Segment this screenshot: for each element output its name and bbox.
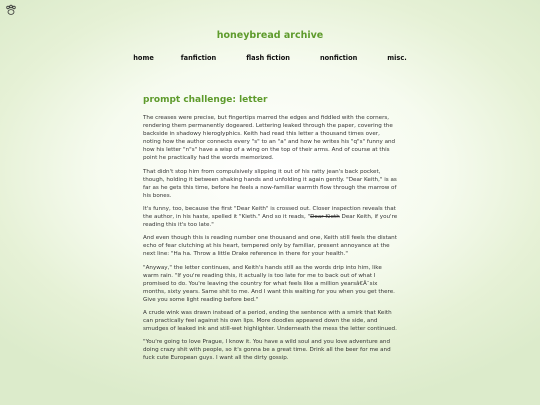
post-paragraph-4: And even though this is reading number one thousand and one, Keith still feels the distant echo of fear clutching at his heart, tempered only by familiar, present annoyance at the next line: "Ha ha. Throw a little Drake reference in there for your health." (143, 235, 397, 258)
post-paragraph-3-text-a: It's funny, too, because the first "Dear Keith" is crossed out. Closer inspection reveals that the author, in his haste, spelled it "Kieth." And so it reads, " (143, 205, 396, 221)
post-paragraph-5: "Anyway," the letter continues, and Keith's hands still as the words drip into him, like warm rain. "If you're reading this, it actually is too late for me to back out of what I promised to do. You're leaving the country for what feels like a million yearsâ€Â¯six months, sixty years. Same shit to me. And I want this waiting for you when you get there. Give you some light reading before bed." (143, 264, 395, 303)
post-title: prompt challenge: letter (143, 95, 268, 105)
nav-item-flash-fiction[interactable]: flash fiction (246, 54, 290, 62)
nav-item-home[interactable]: home (133, 54, 154, 62)
main-nav (0, 54, 540, 62)
post-content (143, 95, 399, 368)
paw-icon (5, 4, 17, 16)
post-paragraph-6: A crude wink was drawn instead of a period, ending the sentence with a smirk that Keith can practically feel against his own lips. More doodles appeared down the side, and smudges of leaked ink and still-wet highlighter. Underneath the mess the letter continued. (143, 309, 397, 333)
post-paragraph-2: That didn't stop him from compulsively slipping it out of his ratty jean's back pocket, though, holding it between shaking hands and unfolding it again gently. "Dear Keith," is as far as he gets this time, before he feels a now-familiar warmth flow through the marrow of his bones. (143, 168, 397, 199)
nav-item-misc[interactable]: misc. (387, 54, 407, 62)
post-paragraph-1: The creases were precise, but fingertips marred the edges and fiddled with the corners, rendering them permanently dogeared. Lettering leaked through the paper, covering the backside in shadowy hieroglyphics. Keith had read this letter a thousand times over, noting how the author connects every "s" to an "a" and how he writes his "q"s" funny and how his letter "n"s" have a wisp of a wing on the top of their arms. And of course at this point he practically had the words memorized. (143, 115, 396, 162)
nav-item-fanfiction[interactable]: fanfiction (180, 54, 217, 62)
post-paragraph-3 (143, 205, 399, 229)
post-paragraph-7: "You're going to love Prague, I know it. You have a wild soul and you love adventure and doing crazy shit with people, so it's gonna be a great time. Drink all the beer for me and fuck cute European guys. I want all the dirty gossip. (143, 339, 391, 362)
nav-item-nonfiction[interactable]: nonfiction (319, 54, 358, 62)
post-paragraph-3-text-b: Dear Keith, if you're reading this it's too late." (143, 214, 398, 229)
crossed-out-text: Dear Kieth (310, 214, 340, 221)
site-title[interactable]: honeybread archive (216, 30, 324, 41)
